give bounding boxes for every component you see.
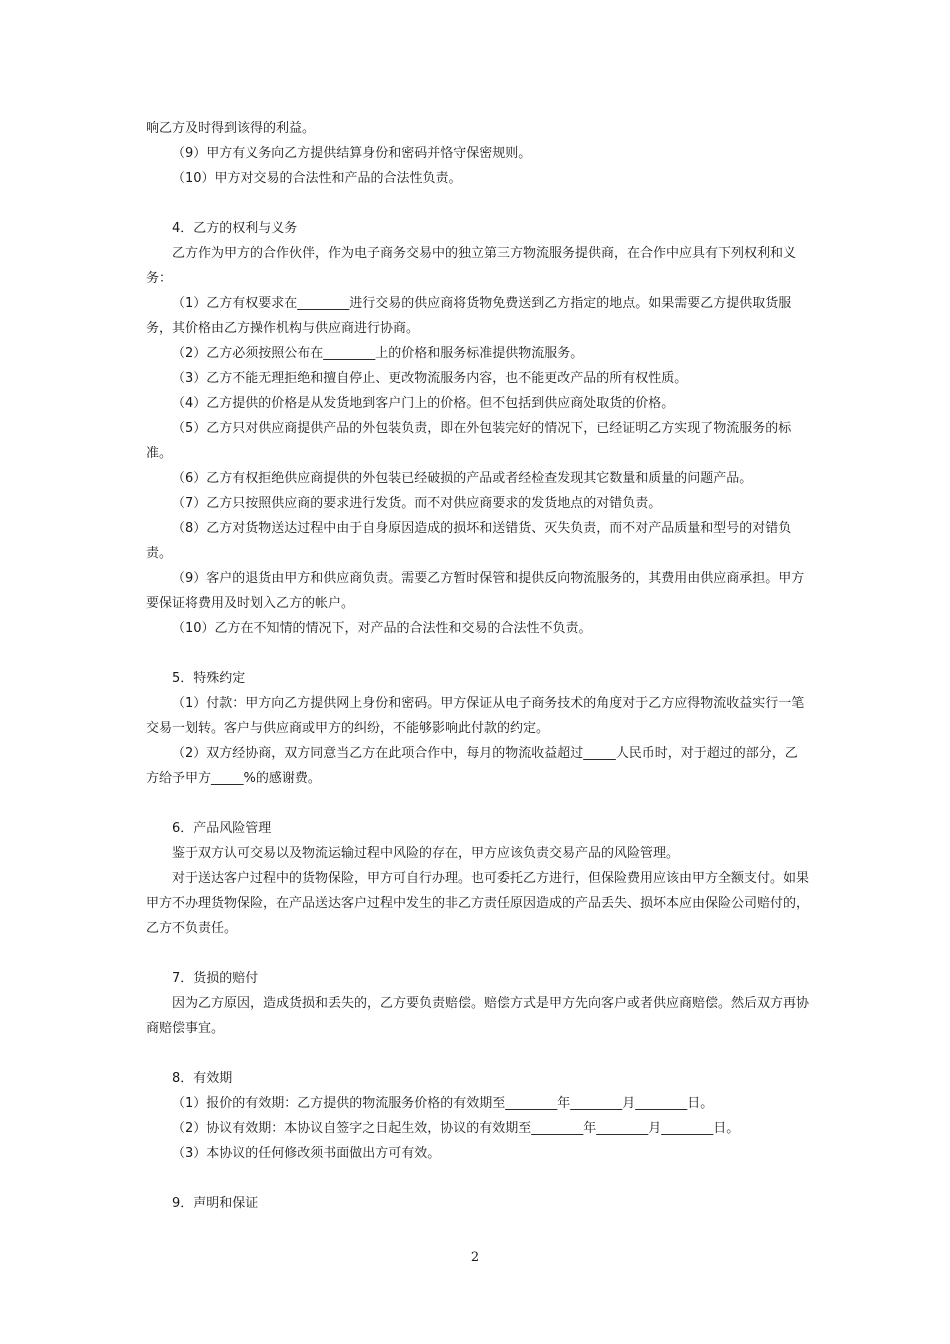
section-9-heading: 9．声明和保证 (172, 1196, 259, 1211)
clause-3-10: （10）甲方对交易的合法性和产品的合法性负责。 (172, 171, 462, 186)
clause-4-1: （1）乙方有权要求在________进行交易的供应商将货物免费送到乙方指定的地点。如果需要乙方提供取货服务，其价格由乙方操作机构与供应商进行协商。 (146, 296, 792, 336)
section-7-paragraph: 因为乙方原因，造成货损和丢失的，乙方要负责赔偿。赔偿方式是甲方先向客户或者供应商赔偿。然后双方再协商赔偿事宜。 (146, 996, 810, 1036)
spacer (146, 1166, 810, 1191)
clause-5-2: （2）双方经协商，双方同意当乙方在此项合作中，每月的物流收益超过_____人民币时，对于超过的部分，乙方给予甲方_____%的感谢费。 (146, 746, 798, 786)
section-8-heading: 8．有效期 (172, 1071, 233, 1086)
section-6-heading: 6．产品风险管理 (172, 821, 272, 836)
clause-4-2: （2）乙方必须按照公布在________上的价格和服务标准提供物流服务。 (172, 346, 584, 361)
clause-8-1: （1）报价的有效期：乙方提供的物流服务价格的有效期至________年________月________日。 (172, 1096, 714, 1111)
clause-4-10: （10）乙方在不知情的情况下，对产品的合法性和交易的合法性不负责。 (172, 621, 592, 636)
clause-4-9: （9）客户的退货由甲方和供应商负责。需要乙方暂时保管和提供反向物流服务的，其费用由供应商承担。甲方要保证将费用及时划入乙方的帐户。 (146, 571, 805, 611)
section-6-paragraph-2: 对于送达客户过程中的货物保险，甲方可自行办理。也可委托乙方进行，但保险费用应该由甲方全额支付。如果甲方不办理货物保险，在产品送达客户过程中发生的非乙方责任原因造成的产品丢失、损坏本应由保险公司赔付的，乙方不负责任。 (146, 871, 810, 936)
clause-8-2: （2）协议有效期：本协议自签字之日起生效，协议的有效期至________年________月________日。 (172, 1121, 740, 1136)
clause-4-8: （8）乙方对货物送达过程中由于自身原因造成的损坏和送错货、灭失负责，而不对产品质量和型号的对错负责。 (146, 521, 792, 561)
section-5-heading: 5．特殊约定 (172, 671, 246, 686)
spacer (146, 1041, 810, 1066)
page-number: 2 (470, 1250, 480, 1265)
spacer (146, 641, 810, 666)
clause-5-1: （1）付款：甲方向乙方提供网上身份和密码。甲方保证从电子商务技术的角度对于乙方应得物流收益实行一笔交易一划转。客户与供应商或甲方的纠纷，不能够影响此付款的约定。 (146, 696, 805, 736)
clause-4-3: （3）乙方不能无理拒绝和擅自停止、更改物流服务内容，也不能更改产品的所有权性质。 (172, 371, 688, 386)
clause-4-4: （4）乙方提供的价格是从发货地到客户门上的价格。但不包括到供应商处取货的价格。 (172, 396, 675, 411)
spacer (146, 791, 810, 816)
document-body (146, 116, 810, 1216)
paragraph-continuation: 响乙方及时得到该得的利益。 (146, 121, 316, 136)
section-4-heading: 4．乙方的权利与义务 (172, 221, 298, 236)
clause-4-6: （6）乙方有权拒绝供应商提供的外包装已经破损的产品或者经检查发现其它数量和质量的问题产品。 (172, 471, 753, 486)
spacer (146, 191, 810, 216)
section-6-paragraph-1: 鉴于双方认可交易以及物流运输过程中风险的存在，甲方应该负责交易产品的风险管理。 (172, 846, 680, 861)
section-7-heading: 7．货损的赔付 (172, 971, 259, 986)
spacer (146, 941, 810, 966)
clause-3-9: （9）甲方有义务向乙方提供结算身份和密码并恪守保密规则。 (172, 146, 532, 161)
section-4-intro: 乙方作为甲方的合作伙伴，作为电子商务交易中的独立第三方物流服务提供商，在合作中应具有下列权利和义务： (146, 246, 797, 286)
clause-4-7: （7）乙方只按照供应商的要求进行发货。而不对供应商要求的发货地点的对错负责。 (172, 496, 662, 511)
clause-4-5: （5）乙方只对供应商提供产品的外包装负责，即在外包装完好的情况下，已经证明乙方实现了物流服务的标准。 (146, 421, 792, 461)
clause-8-3: （3）本协议的任何修改须书面做出方可有效。 (172, 1146, 441, 1161)
